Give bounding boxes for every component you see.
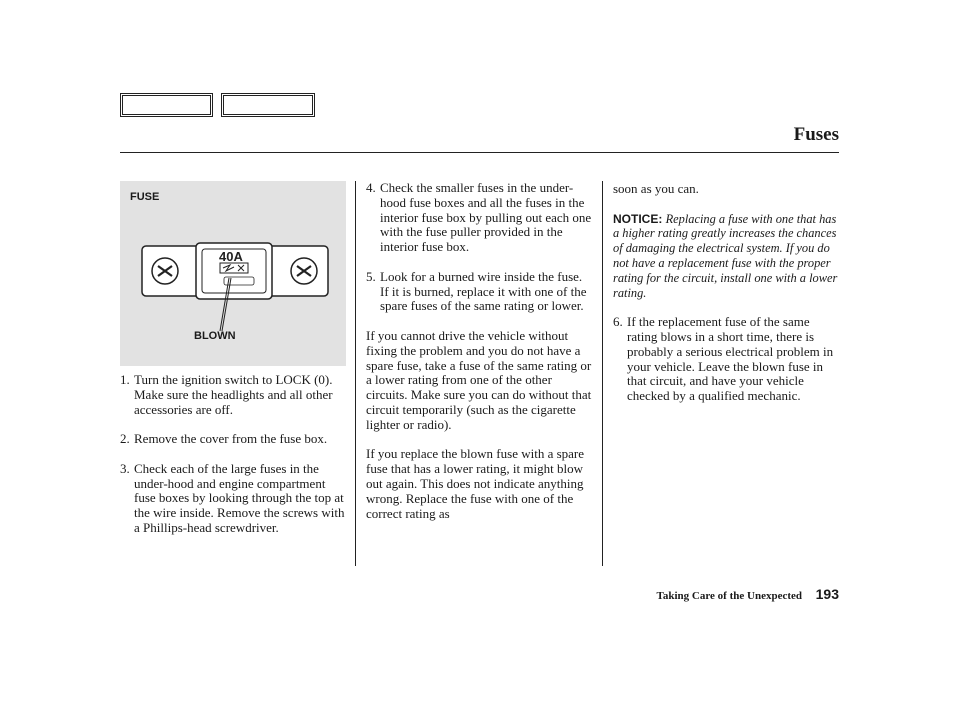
step-text: Turn the ignition switch to LOCK (0). Make sure the headlights and all other accessories are off. [134,372,333,417]
step-number: 5. [366,268,376,284]
title-rule [120,152,839,153]
step-number: 4. [366,180,376,195]
step-4 [366,181,594,255]
step-5 [366,270,594,314]
step-number: 2. [120,431,130,447]
step-text: Look for a burned wire inside the fuse. If it is burned, replace it with one of the spare fuses of the same rating or lower. [380,268,587,314]
nav-tab-1[interactable] [120,93,213,117]
fuse-illustration [120,181,346,366]
nav-tab-2[interactable] [221,93,315,117]
step-text: Check the smaller fuses in the under-hood fuse boxes and all the fuses in the interior fuse box by pulling out each one with the fuse puller provided in the interior fuse box. [380,180,592,255]
page-title: Fuses [793,124,839,145]
notice-label: NOTICE: [613,211,663,226]
notice-block [613,212,841,301]
step-2 [120,432,346,447]
paragraph-continuation: soon as you can. [613,181,699,196]
notice-text: Replacing a fuse with one that has a higher rating greatly increases the chances of damaging the electrical system. If you do not have a replacement fuse with the proper rating for the circuit, install one with a lower rating. [613,211,838,300]
fuse-rating-text: 40A [219,249,243,264]
column-3 [613,182,841,419]
step-1 [120,373,346,417]
step-text: Remove the cover from the fuse box. [134,431,328,447]
step-number: 1. [120,372,130,387]
paragraph-lower-rating: If you replace the blown fuse with a spare fuse that has a lower rating, it might blow out again. This does not indicate anything wrong. Replace the fuse with one of the correct rating as [366,446,585,521]
column-divider-1 [355,181,356,566]
column-divider-2 [602,181,603,566]
step-number: 3. [120,460,130,476]
step-3 [120,462,346,536]
figure-label-fuse: FUSE [130,191,160,203]
figure-label-blown: BLOWN [194,330,236,342]
page-number: 193 [815,586,839,602]
column-2 [366,181,594,536]
paragraph-no-spare: If you cannot drive the vehicle without fixing the problem and you do not have a spare fuse, take a fuse of the same rating or a lower rating from one of the other circuits. Make sure you can do without that circuit temporarily (such as the cigarette lighter or radio). [366,327,592,432]
column-1 [120,373,346,551]
step-text: Check each of the large fuses in the under-hood and engine compartment fuse boxes by looking through the top at the wire inside. Remove the screws with a Phillips-head screwdriver. [134,460,345,535]
step-6 [613,315,841,404]
step-text: If the replacement fuse of the same rating blows in a short time, there is probably a serious electrical problem in your vehicle. Leave the blown fuse in that circuit, and have your vehicle checked by a qualified mechanic. [627,314,834,404]
step-number: 6. [613,314,623,330]
footer-section-title: Taking Care of the Unexpected [656,590,802,602]
